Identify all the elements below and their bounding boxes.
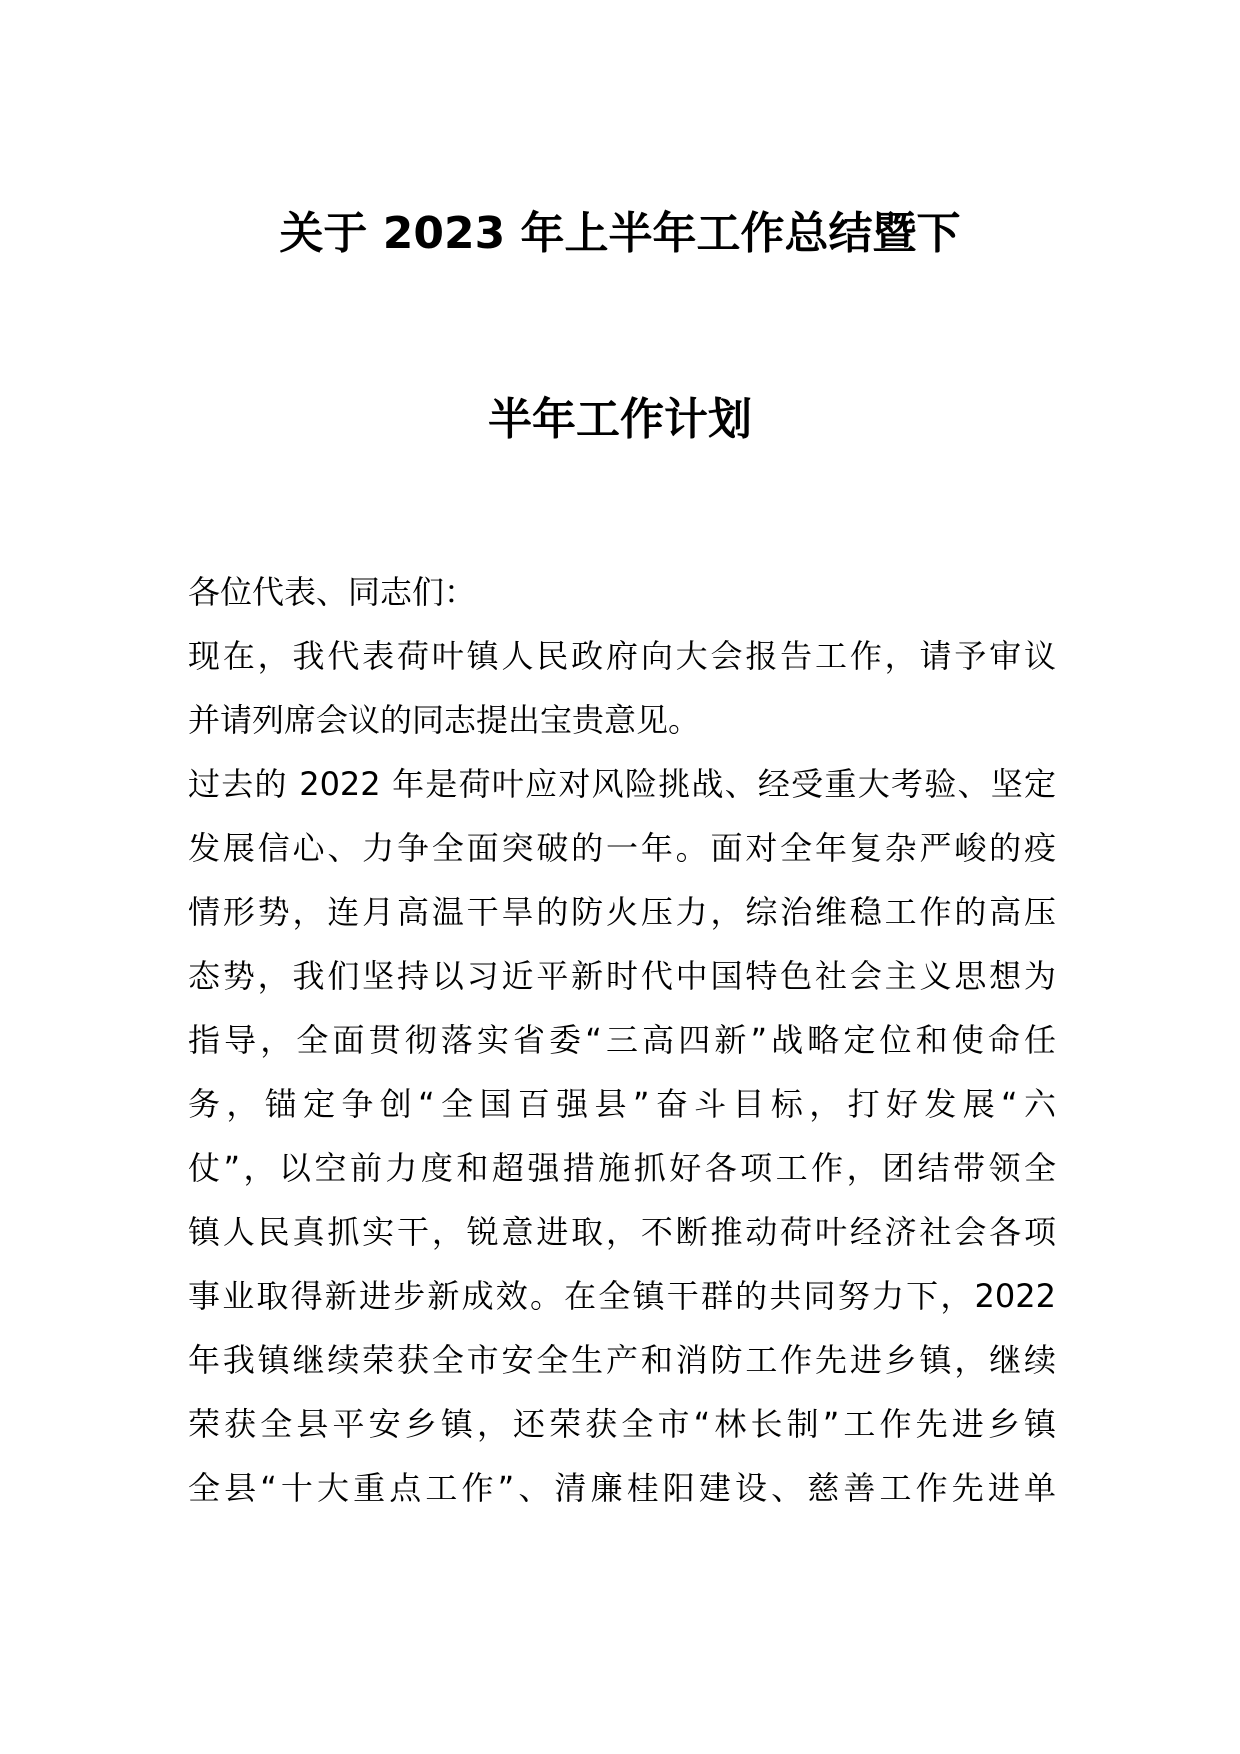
body-line: 务，锚定争创“全国百强县”奋斗目标，打好发展“六 — [188, 1085, 1056, 1123]
body-line: 发展信心、力争全面突破的一年。面对全年复杂严峻的疫 — [188, 829, 1056, 867]
body-line: 年我镇继续荣获全市安全生产和消防工作先进乡镇，继续 — [188, 1341, 1056, 1379]
body-line: 全县“十大重点工作”、清廉桂阳建设、慈善工作先进单 — [188, 1469, 1056, 1507]
body-line: 指导，全面贯彻落实省委“三高四新”战略定位和使命任 — [188, 1021, 1056, 1059]
body-line: 事业取得新进步新成效。在全镇干群的共同努力下，2022 — [188, 1277, 1056, 1315]
body-line: 情形势，连月高温干旱的防火压力，综治维稳工作的高压 — [188, 893, 1056, 931]
body-line: 态势，我们坚持以习近平新时代中国特色社会主义思想为 — [188, 957, 1056, 995]
body-line: 过去的 2022 年是荷叶应对风险挑战、经受重大考验、坚定 — [188, 765, 1056, 803]
document-title-line-2: 半年工作计划 — [488, 394, 752, 445]
document-title-line-1: 关于 2023 年上半年工作总结暨下 — [279, 208, 961, 259]
body-line: 荣获全县平安乡镇，还荣获全市“林长制”工作先进乡镇 — [188, 1405, 1056, 1443]
body-line: 仗”，以空前力度和超强措施抓好各项工作，团结带领全 — [188, 1149, 1056, 1187]
body-line: 现在，我代表荷叶镇人民政府向大会报告工作，请予审议 — [188, 637, 1056, 675]
body-line: 各位代表、同志们： — [188, 573, 477, 611]
body-line: 并请列席会议的同志提出宝贵意见。 — [188, 701, 701, 739]
body-line: 镇人民真抓实干，锐意进取，不断推动荷叶经济社会各项 — [188, 1213, 1056, 1251]
document-body — [188, 560, 1056, 1520]
